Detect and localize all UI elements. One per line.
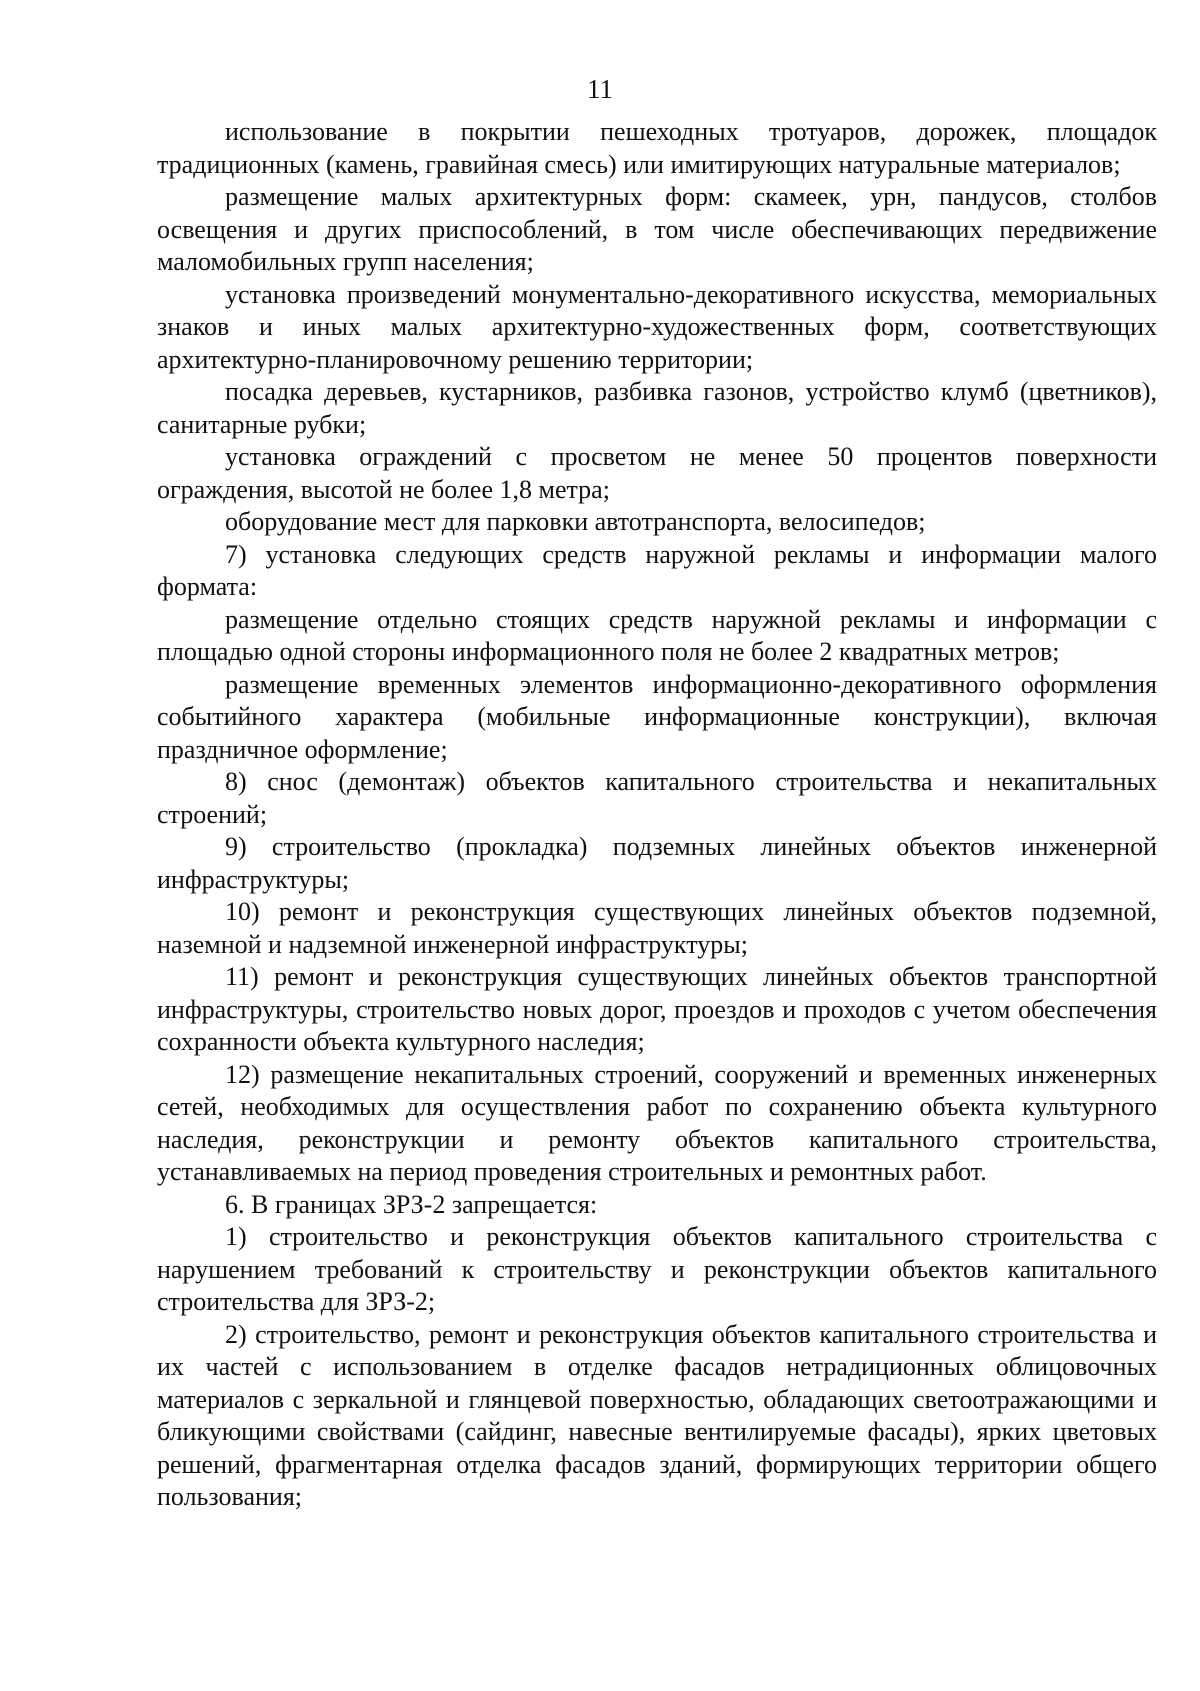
paragraph: оборудование мест для парковки автотранспорта, велосипедов;	[225, 507, 926, 536]
paragraph: установка произведений монументально-декоративного искусства, мемориальных знаков и иных малых архитектурно-художественных форм, соответствующих архитектурно-планировочному решению территории;	[157, 279, 1157, 374]
paragraph: 1) строительство и реконструкция объектов капитального строительства с нарушением требований к строительству и реконструкции объектов капитального строительства для ЗРЗ-2;	[157, 1222, 1157, 1316]
page-number: 11	[587, 74, 613, 104]
paragraph: размещение отдельно стоящих средств наружной рекламы и информации с площадью одной стороны информационного поля не более 2 квадратных метров;	[157, 604, 1157, 666]
paragraph: 2) строительство, ремонт и реконструкция объектов капитального строительства и их частей с использованием в отделке фасадов нетрадиционных облицовочных материалов с зеркальной и глянцевой поверхностью, обладающих светоотражающими и бликующими свойствами (сайдинг, навесные вентилируемые фасады), ярких цветовых решений, фрагментарная отделка фасадов зданий, формирующих территории общего пользования;	[157, 1319, 1157, 1511]
paragraph: 10) ремонт и реконструкция существующих линейных объектов подземной, наземной и надземной инженерной инфраструктуры;	[157, 897, 1157, 959]
paragraph: 9) строительство (прокладка) подземных линейных объектов инженерной инфраструктуры;	[157, 832, 1157, 894]
paragraph: 8) снос (демонтаж) объектов капитального строительства и некапитальных строений;	[157, 767, 1157, 829]
paragraph: размещение временных элементов информационно-декоративного оформления событийного характера (мобильные информационные конструкции), включая праздничное оформление;	[157, 669, 1157, 764]
section-heading: 6. В границах ЗРЗ-2 запрещается:	[225, 1189, 598, 1219]
paragraph: размещение малых архитектурных форм: скамеек, урн, пандусов, столбов освещения и других приспособлений, в том числе обеспечивающих передвижение маломобильных групп населения;	[157, 182, 1157, 276]
paragraph: установка ограждений с просветом не менее 50 процентов поверхности ограждения, высотой не более 1,8 метра;	[157, 442, 1157, 504]
paragraph: 7) установка следующих средств наружной рекламы и информации малого формата:	[157, 539, 1157, 601]
paragraph: посадка деревьев, кустарников, разбивка газонов, устройство клумб (цветников), санитарные рубки;	[157, 377, 1157, 439]
paragraph: 11) ремонт и реконструкция существующих линейных объектов транспортной инфраструктуры, строительство новых дорог, проездов и проходов с учетом обеспечения сохранности объекта культурного наследия;	[157, 962, 1157, 1056]
paragraph: 12) размещение некапитальных строений, сооружений и временных инженерных сетей, необходимых для осуществления работ по сохранению объекта культурного наследия, реконструкции и ремонту объектов капитального строительства, устанавливаемых на период проведения строительных и ремонтных работ.	[157, 1059, 1157, 1186]
document-body	[157, 116, 1157, 1514]
paragraph: использование в покрытии пешеходных тротуаров, дорожек, площадок традиционных (камень, гравийная смесь) или имитирующих натуральные материалов;	[157, 117, 1157, 179]
